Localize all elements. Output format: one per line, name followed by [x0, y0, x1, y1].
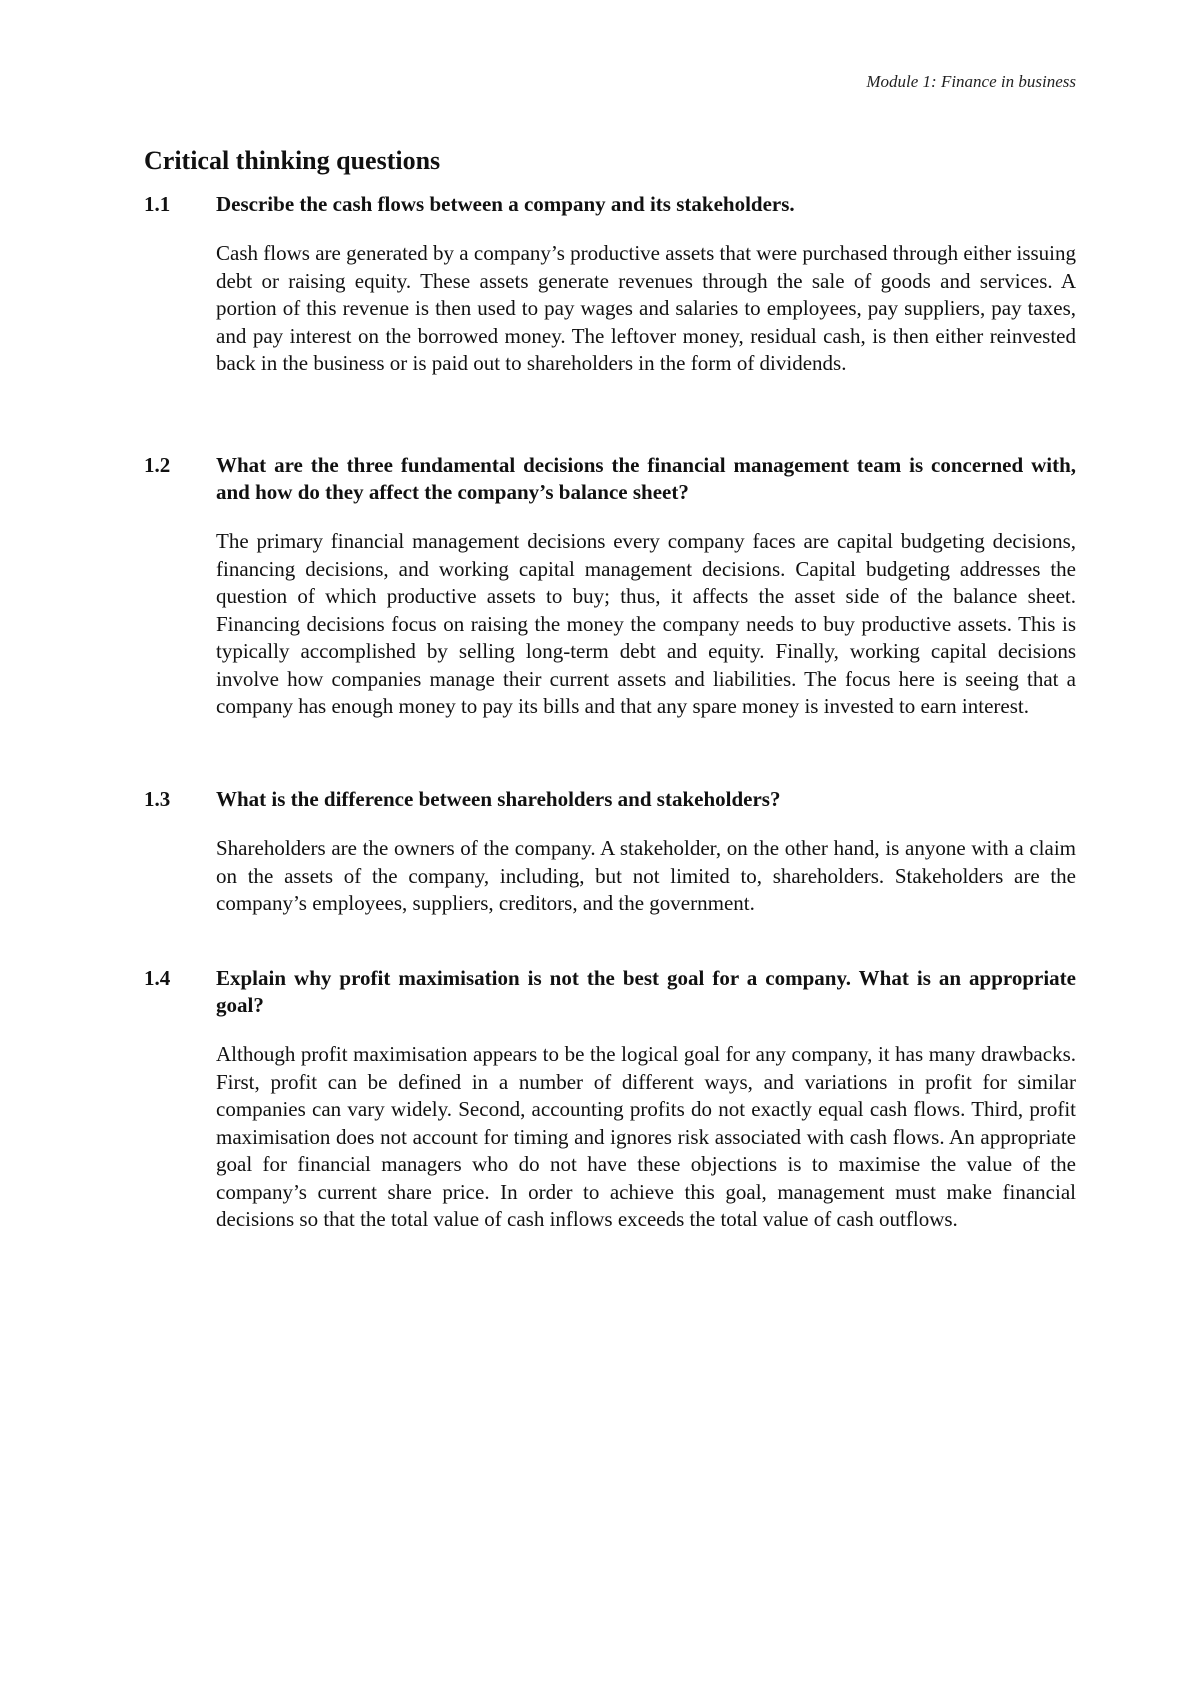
question-heading [144, 786, 1076, 813]
section-title: Critical thinking questions [144, 146, 441, 175]
question-block-1-4 [144, 965, 1076, 1234]
answer-paragraph: Shareholders are the owners of the company. A stakeholder, on the other hand, is anyone with a claim on the assets of the company, including, but not limited to, shareholders. Stakeholders are the company’s employees, suppliers, creditors, and the government. [216, 836, 1076, 915]
question-number: 1.1 [144, 192, 171, 216]
question-block-1-2 [144, 452, 1076, 721]
question-heading [144, 965, 1076, 1019]
question-number: 1.4 [144, 966, 171, 990]
question-text: Explain why profit maximisation is not the best goal for a company. What is an appropriate goal? [216, 966, 1076, 1017]
question-text: What is the difference between shareholders and stakeholders? [216, 787, 781, 811]
question-text: What are the three fundamental decisions the financial management team is concerned with, and how do they affect the company’s balance sheet? [216, 453, 1076, 504]
question-block-1-3 [144, 786, 1076, 918]
answer-paragraph: Cash flows are generated by a company’s productive assets that were purchased through either issuing debt or raising equity. These assets generate revenues through the sale of goods and services. A portion of this revenue is then used to pay wages and salaries to employees, pay suppliers, pay taxes, and pay interest on the borrowed money. The leftover money, residual cash, is then either reinvested back in the business or is paid out to shareholders in the form of dividends. [216, 241, 1076, 375]
question-number: 1.2 [144, 453, 171, 477]
question-heading [144, 452, 1076, 506]
question-number: 1.3 [144, 787, 171, 811]
question-text: Describe the cash flows between a company and its stakeholders. [216, 192, 795, 216]
question-heading [144, 191, 1076, 218]
running-header: Module 1: Finance in business [866, 72, 1076, 91]
question-block-1-1 [144, 191, 1076, 378]
answer-paragraph: The primary financial management decisions every company faces are capital budgeting decisions, financing decisions, and working capital management decisions. Capital budgeting addresses the question of which productive assets to buy; thus, it affects the asset side of the balance sheet. Financing decisions focus on raising the money the company needs to buy productive assets. This is typically accomplished by selling long-term debt and equity. Finally, working capital decisions involve how companies manage their current assets and liabilities. The focus here is seeing that a company has enough money to pay its bills and that any spare money is invested to earn interest. [216, 529, 1076, 718]
answer-paragraph: Although profit maximisation appears to be the logical goal for any company, it has many drawbacks. First, profit can be defined in a number of different ways, and variations in profit for similar companies can vary widely. Second, accounting profits do not exactly equal cash flows. Third, profit maximisation does not account for timing and ignores risk associated with cash flows. An appropriate goal for financial managers who do not have these objections is to maximise the value of the company’s current share price. In order to achieve this goal, management must make financial decisions so that the total value of cash inflows exceeds the total value of cash outflows. [216, 1042, 1076, 1231]
